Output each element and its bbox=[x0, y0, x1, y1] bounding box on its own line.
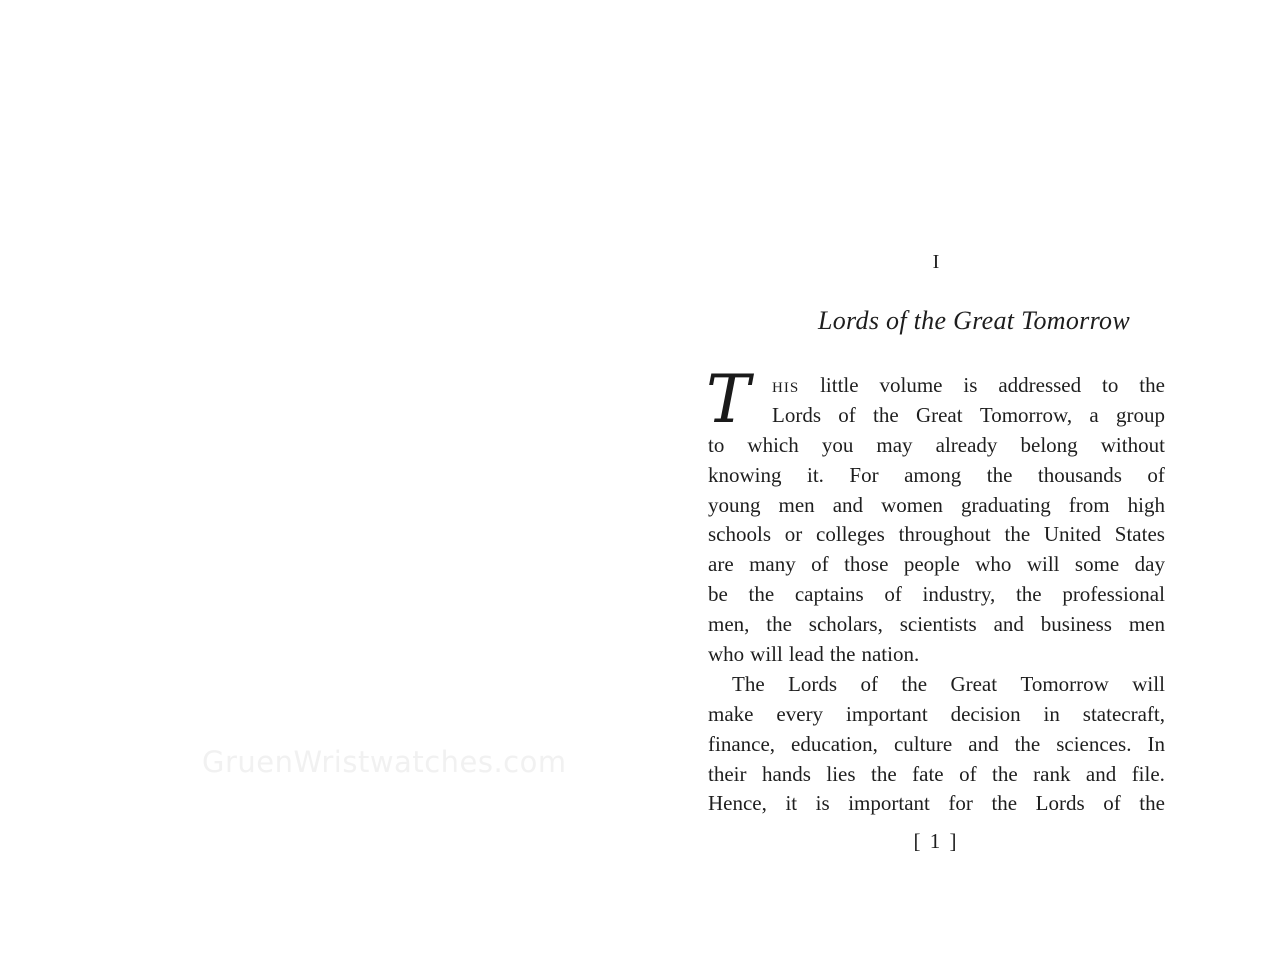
word: the bbox=[1015, 582, 1042, 607]
watermark: GruenWristwatches.com bbox=[202, 745, 567, 779]
word: sciences. bbox=[1056, 731, 1132, 756]
word: little bbox=[820, 373, 859, 397]
word: hands bbox=[761, 761, 811, 786]
word: is bbox=[815, 791, 830, 816]
word: in bbox=[1043, 701, 1060, 726]
word: the bbox=[1139, 373, 1165, 397]
text-line-2 bbox=[708, 401, 1165, 431]
word: without bbox=[1100, 432, 1165, 457]
word: Tomorrow bbox=[1020, 671, 1109, 696]
word: will bbox=[750, 642, 783, 667]
word: important bbox=[848, 791, 930, 816]
word: of bbox=[959, 761, 977, 786]
word: men, bbox=[708, 612, 750, 637]
word: is bbox=[963, 373, 978, 397]
word: some bbox=[1074, 552, 1120, 577]
word: the bbox=[829, 642, 856, 667]
word: from bbox=[1068, 492, 1110, 517]
word: the bbox=[748, 582, 775, 607]
word: lead bbox=[788, 642, 824, 667]
word: Lords bbox=[772, 402, 821, 427]
word: those bbox=[844, 552, 889, 577]
text-line-11 bbox=[708, 670, 1165, 700]
word: to bbox=[708, 432, 725, 457]
word: the bbox=[766, 612, 792, 637]
word: the bbox=[901, 671, 928, 696]
word: the bbox=[1004, 522, 1031, 547]
word: the bbox=[991, 791, 1018, 816]
word: the bbox=[1014, 731, 1041, 756]
word: will bbox=[1026, 552, 1060, 577]
word: a bbox=[1089, 402, 1099, 427]
word: of bbox=[1103, 791, 1121, 816]
word: it bbox=[785, 791, 798, 816]
word: to bbox=[1102, 373, 1119, 397]
word: of bbox=[884, 582, 902, 607]
word: which bbox=[747, 432, 799, 457]
word: Hence, bbox=[708, 791, 767, 816]
word: the bbox=[1139, 791, 1165, 816]
word: throughout bbox=[898, 522, 991, 547]
chapter-number: I bbox=[932, 251, 940, 273]
word: the bbox=[873, 402, 899, 427]
word: women bbox=[881, 492, 943, 517]
right-page bbox=[640, 0, 1280, 978]
word: and bbox=[993, 612, 1024, 637]
word: it. bbox=[807, 462, 824, 487]
word: file. bbox=[1131, 761, 1165, 786]
word: captains bbox=[794, 582, 864, 607]
text-line-13 bbox=[708, 730, 1165, 760]
drop-cap: T bbox=[706, 361, 751, 438]
word: important bbox=[846, 701, 928, 726]
word: the bbox=[986, 462, 1013, 487]
word: or bbox=[784, 522, 803, 547]
word: the bbox=[992, 761, 1018, 786]
text-line-12 bbox=[708, 700, 1165, 730]
word: States bbox=[1114, 522, 1165, 547]
word: their bbox=[708, 761, 747, 786]
word: Lords bbox=[788, 671, 838, 696]
word: who bbox=[708, 642, 745, 667]
word: scholars, bbox=[808, 612, 883, 637]
word: scientists bbox=[899, 612, 977, 637]
word: who bbox=[975, 552, 1012, 577]
text-line-15 bbox=[708, 789, 1165, 819]
text-line-8 bbox=[708, 580, 1165, 610]
word: of bbox=[811, 552, 829, 577]
word: may bbox=[876, 432, 913, 457]
word: statecraft, bbox=[1082, 701, 1165, 726]
word: rank bbox=[1033, 761, 1071, 786]
word: people bbox=[903, 552, 960, 577]
word: make bbox=[708, 701, 754, 726]
word: among bbox=[904, 462, 962, 487]
word: you bbox=[821, 432, 854, 457]
word: education, bbox=[791, 731, 878, 756]
word: of bbox=[838, 402, 856, 427]
word: knowing bbox=[708, 462, 782, 487]
opening-smallcaps: his bbox=[772, 373, 800, 397]
word: colleges bbox=[816, 522, 885, 547]
word: men bbox=[778, 492, 815, 517]
word: decision bbox=[950, 701, 1021, 726]
word: and bbox=[1085, 761, 1117, 786]
word: Great bbox=[950, 671, 998, 696]
text-line-4 bbox=[708, 461, 1165, 491]
word: every bbox=[776, 701, 824, 726]
word: men bbox=[1128, 612, 1165, 637]
word: Tomorrow, bbox=[979, 402, 1073, 427]
chapter-title: Lords of the Great Tomorrow bbox=[818, 306, 1130, 335]
word: industry, bbox=[922, 582, 996, 607]
word: culture bbox=[893, 731, 953, 756]
word: lies bbox=[826, 761, 856, 786]
word: and bbox=[832, 492, 864, 517]
text-line-6 bbox=[708, 520, 1165, 550]
word: Great bbox=[915, 402, 963, 427]
word: day bbox=[1134, 552, 1165, 577]
word: and bbox=[968, 731, 999, 756]
word: The bbox=[732, 671, 765, 696]
word: high bbox=[1127, 492, 1165, 517]
word: professional bbox=[1062, 582, 1165, 607]
word: of bbox=[1147, 462, 1165, 487]
word: for bbox=[948, 791, 973, 816]
text-line-9 bbox=[708, 610, 1165, 640]
text-line-7 bbox=[708, 550, 1165, 580]
word: For bbox=[849, 462, 879, 487]
word: addressed bbox=[998, 373, 1082, 397]
text-line-3 bbox=[708, 431, 1165, 461]
text-line-1 bbox=[708, 371, 1165, 401]
text-line-5 bbox=[708, 491, 1165, 521]
word: group bbox=[1115, 402, 1165, 427]
word: finance, bbox=[708, 731, 776, 756]
body-text bbox=[706, 361, 1165, 819]
page-number: [ 1 ] bbox=[913, 829, 959, 853]
word: the bbox=[871, 761, 897, 786]
word: In bbox=[1147, 731, 1165, 756]
word: be bbox=[708, 582, 728, 607]
word: schools bbox=[708, 522, 771, 547]
word: already bbox=[935, 432, 998, 457]
word: United bbox=[1043, 522, 1102, 547]
word: business bbox=[1040, 612, 1112, 637]
text-line-10 bbox=[708, 640, 1165, 670]
word: are bbox=[708, 552, 734, 577]
word: Lords bbox=[1035, 791, 1085, 816]
word: of bbox=[860, 671, 878, 696]
word: graduating bbox=[960, 492, 1051, 517]
word: will bbox=[1132, 671, 1165, 696]
word: many bbox=[749, 552, 796, 577]
word: thousands bbox=[1037, 462, 1122, 487]
word: belong bbox=[1020, 432, 1078, 457]
word: nation. bbox=[861, 642, 920, 667]
word: fate bbox=[912, 761, 944, 786]
text-line-14 bbox=[708, 760, 1165, 790]
word: young bbox=[708, 492, 761, 517]
word: volume bbox=[879, 373, 943, 397]
